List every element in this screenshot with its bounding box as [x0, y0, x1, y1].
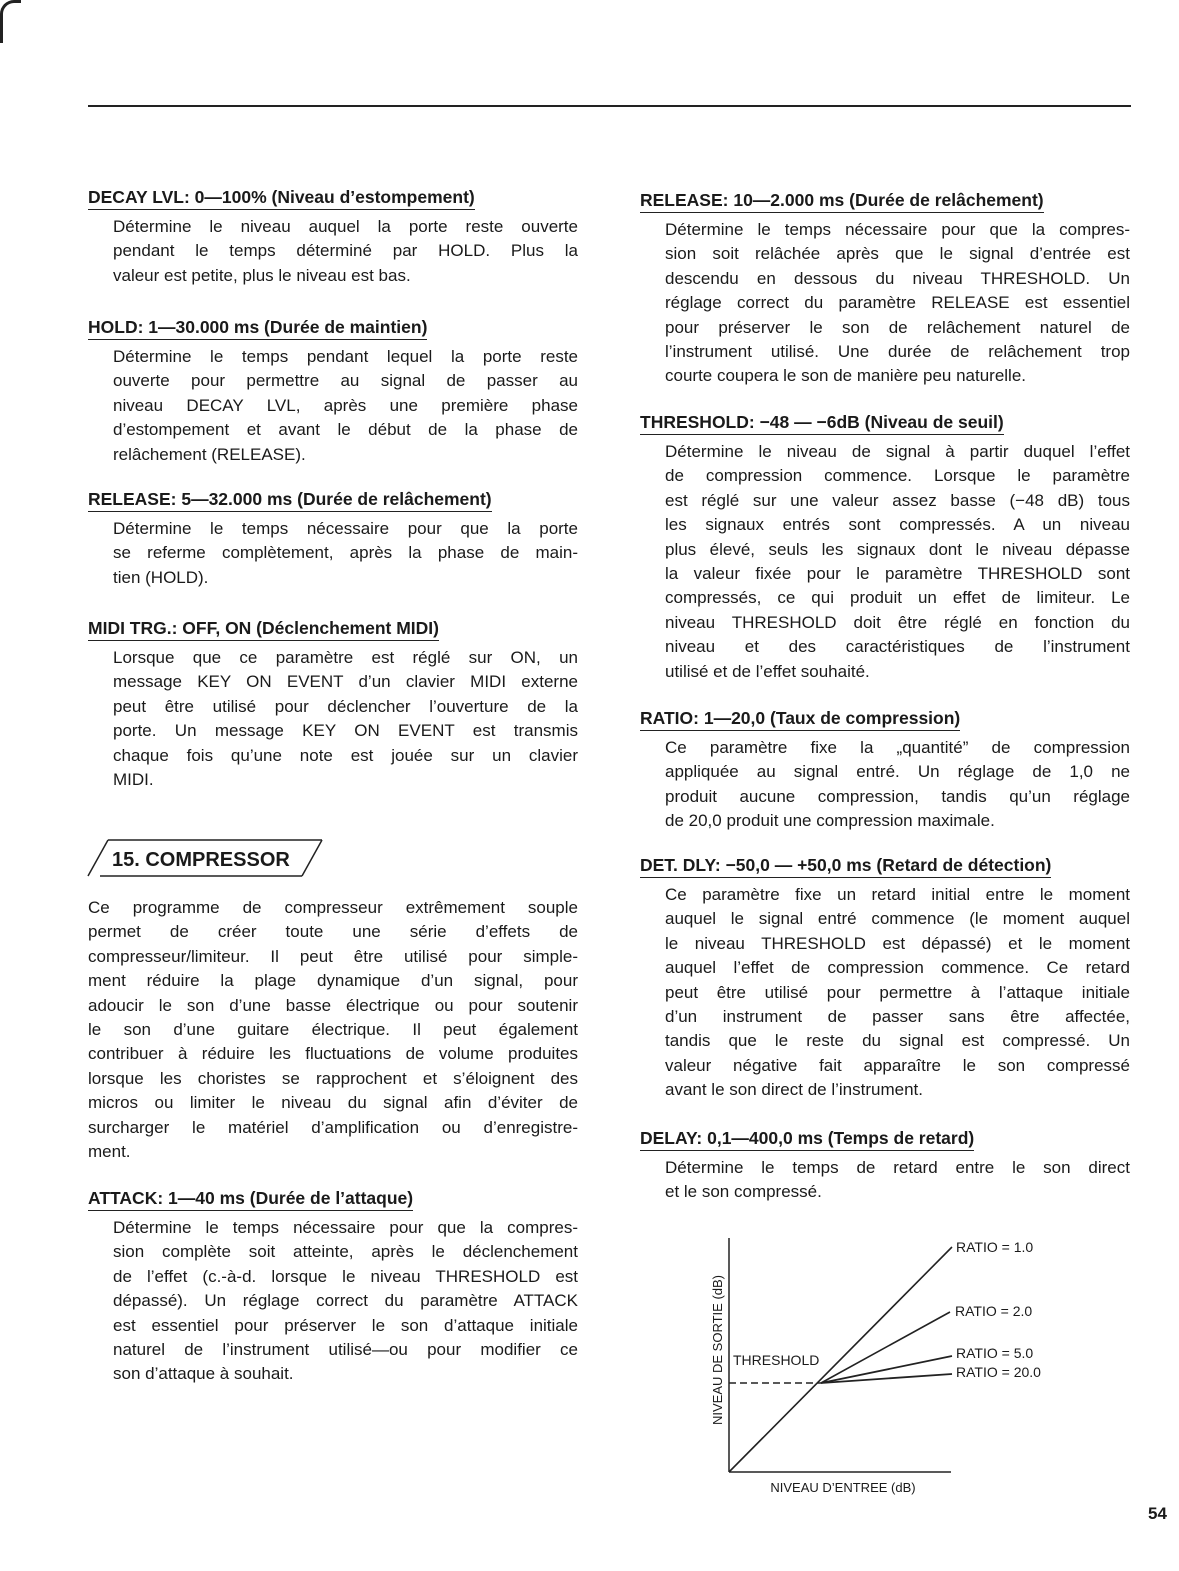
- text-line: ouverte pour permettre au signal de passer au: [113, 371, 578, 391]
- section-body: [113, 1216, 578, 1387]
- compression-diagram: [700, 1230, 1100, 1500]
- section-det-dly: [640, 854, 1130, 1103]
- text-line: valeur est petite, plus le niveau est bas.: [113, 265, 411, 285]
- section-body: [665, 883, 1130, 1103]
- text-line: naturel de l’instrument utilisé—ou pour modifier ce: [113, 1339, 578, 1359]
- text-line: sion complète soit atteinte, après le déclenchement: [113, 1242, 578, 1262]
- section-heading: DET. DLY: −50,0 — +50,0 ms (Retard de détection): [640, 854, 1051, 878]
- text-line: d’estompement et avant le début de la phase de: [113, 420, 578, 440]
- text-line: Lorsque que ce paramètre est réglé sur ON, un: [113, 648, 578, 667]
- text-line: niveau et des caractéristiques de l’instrument: [665, 637, 1130, 657]
- text-line: de l’effet (c.-à-d. lorsque le niveau THRESHOLD est: [113, 1266, 578, 1286]
- text-line: son d’attaque à souhait.: [113, 1364, 294, 1384]
- text-line: tandis que le reste du signal est compressé. Un: [665, 1031, 1130, 1051]
- text-line: descendu en dessous du niveau THRESHOLD. Un: [665, 268, 1130, 288]
- section-body: [665, 218, 1130, 389]
- text-line: les signaux entrés sont compressés. A un niveau: [665, 515, 1130, 535]
- text-line: se referme complètement, après la phase de main-: [113, 543, 578, 563]
- section-heading: MIDI TRG.: OFF, ON (Déclenchement MIDI): [88, 617, 439, 641]
- text-line: avant le son direct de l’instrument.: [665, 1080, 923, 1100]
- page-number: 54: [1148, 1504, 1167, 1523]
- section-heading: HOLD: 1—30.000 ms (Durée de maintien): [88, 316, 427, 340]
- section-heading: RELEASE: 5—32.000 ms (Durée de relâchement): [88, 488, 492, 512]
- section-body: [113, 517, 578, 590]
- section-heading: ATTACK: 1—40 ms (Durée de l’attaque): [88, 1187, 413, 1211]
- section-body: [88, 896, 578, 1164]
- text-line: auquel le signal entré commence (le moment auquel: [665, 909, 1130, 929]
- section-release-gate: [88, 488, 578, 590]
- text-line: micros ou limiter le niveau du signal afin d’éviter de: [88, 1093, 578, 1113]
- section-body: [665, 1156, 1130, 1205]
- section-body: [113, 215, 578, 288]
- text-line: Détermine le niveau auquel la porte reste ouverte: [113, 217, 578, 236]
- text-line: Détermine le temps nécessaire pour que la compres-: [113, 1218, 578, 1237]
- compressor-title: 15. COMPRESSOR: [112, 849, 290, 871]
- section-compressor-intro: [88, 896, 578, 1164]
- text-line: valeur négative fait apparaître le son compressé: [665, 1055, 1130, 1075]
- text-line: ment.: [88, 1141, 131, 1161]
- text-line: est réglé sur une valeur assez basse (−48 dB) tous: [665, 490, 1130, 510]
- section-midi-trg: [88, 617, 578, 792]
- ratio-label: RATIO = 20.0: [956, 1364, 1041, 1380]
- text-line: plus élevé, seuls les signaux dont le niveau dépasse: [665, 539, 1130, 559]
- text-line: lorsque les choristes se rapprochent et s’éloignent des: [88, 1068, 578, 1088]
- section-delay: [640, 1127, 1130, 1205]
- ratio-label: RATIO = 1.0: [956, 1239, 1034, 1255]
- text-line: d’un instrument de passer sans être affectée,: [665, 1006, 1130, 1026]
- y-axis-label: NIVEAU DE SORTIE (dB): [710, 1274, 725, 1426]
- text-line: auquel l’effet de compression commence. Ce retard: [665, 958, 1130, 978]
- threshold-label: THRESHOLD: [733, 1352, 820, 1368]
- text-line: Détermine le temps nécessaire pour que la porte: [113, 519, 578, 538]
- text-line: porte. Un message KEY ON EVENT est transmis: [113, 721, 578, 741]
- text-line: niveau DECAY LVL, après une première phase: [113, 395, 578, 415]
- text-line: tien (HOLD).: [113, 567, 209, 587]
- text-line: et le son compressé.: [665, 1182, 822, 1202]
- section-heading: THRESHOLD: −48 — −6dB (Niveau de seuil): [640, 411, 1004, 435]
- text-line: MIDI.: [113, 769, 154, 789]
- section-body: [113, 646, 578, 792]
- text-line: est essentiel pour préserver le son d’attaque initiale: [113, 1315, 578, 1335]
- section-attack: [88, 1187, 578, 1387]
- text-line: dépassé). Un réglage correct du paramètre ATTACK: [113, 1291, 578, 1311]
- text-line: compressés, ce qui produit un effet de limiteur. Le: [665, 588, 1130, 608]
- text-line: surcharger le matériel d’amplification ou d’enregistre-: [88, 1117, 578, 1137]
- section-release-comp: [640, 189, 1130, 389]
- text-line: courte coupera le son de manière peu naturelle.: [665, 366, 1027, 386]
- text-line: chaque fois qu’une note est jouée sur un clavier: [113, 745, 578, 765]
- text-line: utilisé et de l’effet souhaité.: [665, 661, 870, 681]
- text-line: le niveau THRESHOLD est dépassé) et le moment: [665, 933, 1130, 953]
- text-line: message KEY ON EVENT d’un clavier MIDI externe: [113, 672, 578, 692]
- ratio-label: RATIO = 2.0: [955, 1303, 1033, 1319]
- section-heading: DELAY: 0,1—400,0 ms (Temps de retard): [640, 1127, 974, 1151]
- text-line: niveau THRESHOLD doit être réglé en fonction du: [665, 612, 1130, 632]
- text-line: contribuer à réduire les fluctuations de volume produites: [88, 1044, 578, 1064]
- ratio-label: RATIO = 5.0: [956, 1345, 1034, 1361]
- text-line: Détermine le temps nécessaire pour que la compres-: [665, 220, 1130, 239]
- text-line: peut être utilisé pour permettre à l’attaque initiale: [665, 982, 1130, 1002]
- text-line: produit aucune compression, tandis qu’un réglage: [665, 786, 1130, 806]
- section-body: [113, 345, 578, 467]
- text-line: Ce paramètre fixe la „quantité” de compression: [665, 738, 1130, 757]
- section-body: [665, 440, 1130, 684]
- section-decay-lvl: [88, 186, 578, 288]
- text-line: Détermine le temps pendant lequel la porte reste: [113, 347, 578, 366]
- section-heading: DECAY LVL: 0—100% (Niveau d’estompement): [88, 186, 475, 210]
- text-line: Ce programme de compresseur extrêmement souple: [88, 898, 578, 917]
- text-line: de compression commence. Lorsque le paramètre: [665, 466, 1130, 486]
- text-line: sion soit relâchée après que le signal d’entrée est: [665, 244, 1130, 264]
- compressor-title-box: [86, 836, 326, 880]
- ratio-2-line: [821, 1312, 950, 1383]
- text-line: de 20,0 produit une compression maximale.: [665, 811, 995, 831]
- text-line: adoucir le son d’une basse électrique ou pour soutenir: [88, 995, 578, 1015]
- text-line: compresseur/limiteur. Il peut être utilisé pour simple-: [88, 946, 578, 966]
- text-line: appliquée au signal entré. Un réglage de 1,0 ne: [665, 762, 1130, 782]
- header-rule: [88, 105, 1131, 107]
- section-threshold: [640, 411, 1130, 684]
- section-ratio: [640, 707, 1130, 834]
- text-line: relâchement (RELEASE).: [113, 444, 306, 464]
- section-heading: RELEASE: 10—2.000 ms (Durée de relâchement): [640, 189, 1044, 213]
- text-line: Détermine le niveau de signal à partir duquel l’effet: [665, 442, 1130, 461]
- text-line: réglage correct du paramètre RELEASE est essentiel: [665, 293, 1130, 313]
- text-line: ment réduire la plage dynamique d’un signal, pour: [88, 971, 578, 991]
- text-line: Ce paramètre fixe un retard initial entre le moment: [665, 885, 1130, 904]
- section-heading: RATIO: 1—20,0 (Taux de compression): [640, 707, 960, 731]
- section-hold: [88, 316, 578, 467]
- section-body: [665, 736, 1130, 834]
- text-line: l’instrument utilisé. Une durée de relâchement trop: [665, 341, 1130, 361]
- text-line: le son d’une guitare électrique. Il peut également: [88, 1019, 578, 1039]
- text-line: peut être utilisé pour déclencher l’ouverture de la: [113, 696, 578, 716]
- text-line: Détermine le temps de retard entre le son direct: [665, 1158, 1130, 1177]
- text-line: pour préserver le son de relâchement naturel de: [665, 317, 1130, 337]
- text-line: pendant le temps déterminé par HOLD. Plus la: [113, 241, 578, 261]
- scan-corner-mark: [0, 0, 21, 43]
- x-axis-label: NIVEAU D’ENTREE (dB): [770, 1480, 916, 1495]
- text-line: permet de créer toute une série d’effets de: [88, 922, 578, 942]
- text-line: la valeur fixée pour le paramètre THRESHOLD sont: [665, 563, 1130, 583]
